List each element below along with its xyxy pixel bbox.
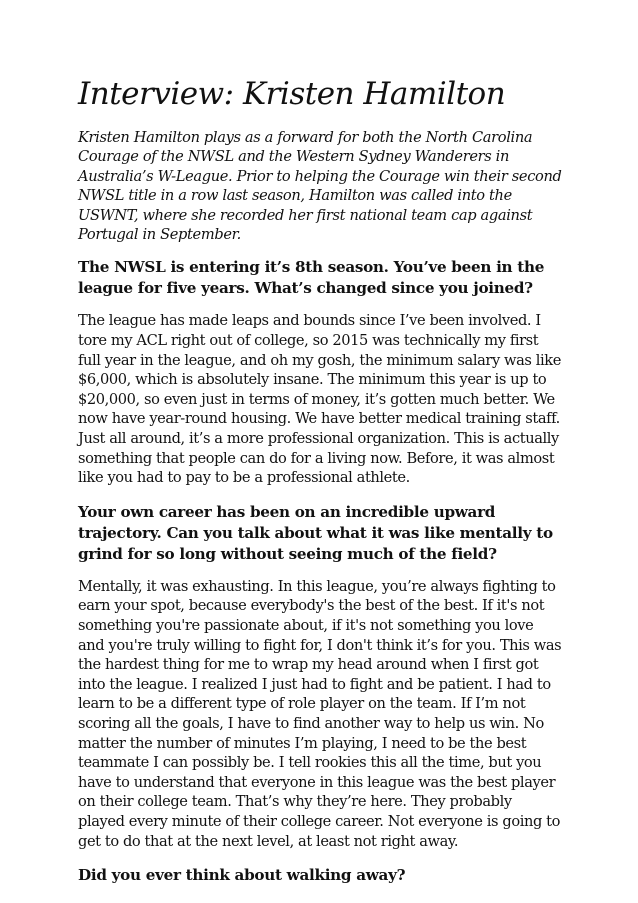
question-1: The NWSL is entering it’s 8th season. You’ve been in the league for five years. What’s changed since you joined? xyxy=(78,258,545,298)
question-2: Your own career has been on an incredible upward trajectory. Can you talk about what it was like mentally to grind for so long without seeing much of the field? xyxy=(78,502,553,563)
article-intro: Kristen Hamilton plays as a forward for both the North Carolina Courage of the NWSL and the Western Sydney Wanderers in Australia’s W-League. Prior to helping the Courage win their second NWSL title in a row last season, Hamilton was called into the USWNT, where she recorded her first national team cap against Portugal in September. xyxy=(78,129,562,244)
article xyxy=(78,74,562,898)
article-title: Interview: Kristen Hamilton xyxy=(78,76,506,112)
answer-2: Mentally, it was exhausting. In this league, you’re always fighting to earn your spot, because everybody's the best of the best. If it's not something you're passionate about, if it's not something you love and you're truly willing to fight for, I don't think it’s for you. This was the hardest thing for me to wrap my head around when I first got into the league. I realized I just had to fight and be patient. I had to learn to be a different type of role player on the team. If I’m not scoring all the goals, I have to find another way to help us win. No matter the number of minutes I’m playing, I need to be the best teammate I can possibly be. I tell rookies this all the time, but you have to understand that everyone in this league was the best player on their college team. That’s why they’re here. They probably played every minute of their college career. Not everyone is going to get to do that at the next level, at least not right away. xyxy=(78,577,562,850)
answer-1: The league has made leaps and bounds since I’ve been involved. I tore my ACL right out of college, so 2015 was technically my first full year in the league, and oh my gosh, the minimum salary was like $6,000, which is absolutely insane. The minimum this year is up to $20,000, so even just in terms of money, it’s gotten much better. We now have year-round housing. We have better medical training staff. Just all around, it’s a more professional organization. This is actually something that people can do for a living now. Before, it was almost like you had to pay to be a professional athlete. xyxy=(78,312,561,487)
question-3: Did you ever think about walking away? xyxy=(78,866,406,885)
